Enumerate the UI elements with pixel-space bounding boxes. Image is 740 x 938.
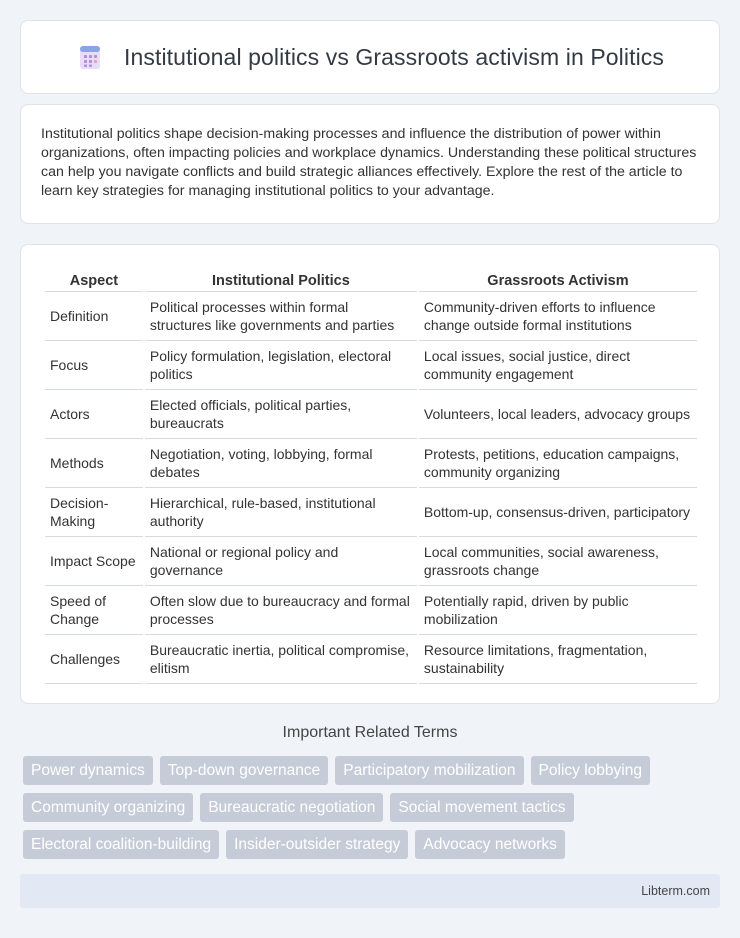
related-term-tag[interactable]: Policy lobbying: [531, 756, 650, 785]
related-terms-title: Important Related Terms: [282, 724, 458, 741]
grassroots-cell: Potentially rapid, driven by public mobilization: [419, 586, 697, 635]
institutional-cell: Policy formulation, legislation, electoral politics: [145, 341, 417, 390]
column-header-aspect: Aspect: [45, 265, 143, 292]
related-term-tag[interactable]: Power dynamics: [23, 756, 153, 785]
grassroots-cell: Local communities, social awareness, grassroots change: [419, 537, 697, 586]
grassroots-cell: Bottom-up, consensus-driven, participatory: [419, 488, 697, 537]
intro-paragraph: Institutional politics shape decision-making processes and influence the distribution of power within organizations, often impacting policies and workplace dynamics. Understanding these political structures can help you navigate conflicts and build strategic alliances effectively. Explore the rest of the article to learn key strategies for managing institutional politics to your advantage.: [41, 126, 697, 199]
institutional-cell: Negotiation, voting, lobbying, formal debates: [145, 439, 417, 488]
column-header-grassroots: Grassroots Activism: [419, 265, 697, 292]
aspect-cell: Methods: [45, 439, 143, 488]
aspect-cell: Challenges: [45, 635, 143, 684]
footer-site-link[interactable]: Libterm.com: [641, 884, 710, 898]
related-term-tag[interactable]: Advocacy networks: [415, 830, 565, 859]
intro-card: [20, 104, 720, 224]
related-term-tag[interactable]: Bureaucratic negotiation: [200, 793, 383, 822]
grassroots-cell: Local issues, social justice, direct community engagement: [419, 341, 697, 390]
header-card: [20, 20, 720, 94]
comparison-table: [43, 265, 699, 684]
page-title: Institutional politics vs Grassroots activism in Politics: [124, 43, 664, 70]
related-term-tag[interactable]: Insider-outsider strategy: [226, 830, 408, 859]
aspect-cell: Speed of Change: [45, 586, 143, 635]
column-header-institutional: Institutional Politics: [145, 265, 417, 292]
aspect-cell: Definition: [45, 292, 143, 341]
comparison-table-card: [20, 244, 720, 704]
table-row: [45, 488, 697, 537]
table-row: [45, 537, 697, 586]
institutional-cell: Political processes within formal structures like governments and parties: [145, 292, 417, 341]
related-terms-list: [23, 756, 723, 859]
footer: [20, 874, 720, 908]
related-term-tag[interactable]: Electoral coalition-building: [23, 830, 219, 859]
aspect-cell: Impact Scope: [45, 537, 143, 586]
grassroots-cell: Protests, petitions, education campaigns, community organizing: [419, 439, 697, 488]
related-term-tag[interactable]: Participatory mobilization: [335, 756, 523, 785]
aspect-cell: Decision-Making: [45, 488, 143, 537]
grassroots-cell: Community-driven efforts to influence change outside formal institutions: [419, 292, 697, 341]
table-row: [45, 292, 697, 341]
related-term-tag[interactable]: Social movement tactics: [390, 793, 573, 822]
table-row: [45, 439, 697, 488]
grassroots-cell: Resource limitations, fragmentation, sustainability: [419, 635, 697, 684]
related-term-tag[interactable]: Community organizing: [23, 793, 193, 822]
institutional-cell: Bureaucratic inertia, political compromise, elitism: [145, 635, 417, 684]
table-row: [45, 341, 697, 390]
table-row: [45, 635, 697, 684]
document-icon: [76, 43, 104, 71]
institutional-cell: Elected officials, political parties, bureaucrats: [145, 390, 417, 439]
table-header-row: [45, 265, 697, 292]
related-term-tag[interactable]: Top-down governance: [160, 756, 329, 785]
institutional-cell: National or regional policy and governance: [145, 537, 417, 586]
institutional-cell: Often slow due to bureaucracy and formal processes: [145, 586, 417, 635]
institutional-cell: Hierarchical, rule-based, institutional authority: [145, 488, 417, 537]
grassroots-cell: Volunteers, local leaders, advocacy groups: [419, 390, 697, 439]
aspect-cell: Actors: [45, 390, 143, 439]
aspect-cell: Focus: [45, 341, 143, 390]
table-row: [45, 390, 697, 439]
table-row: [45, 586, 697, 635]
